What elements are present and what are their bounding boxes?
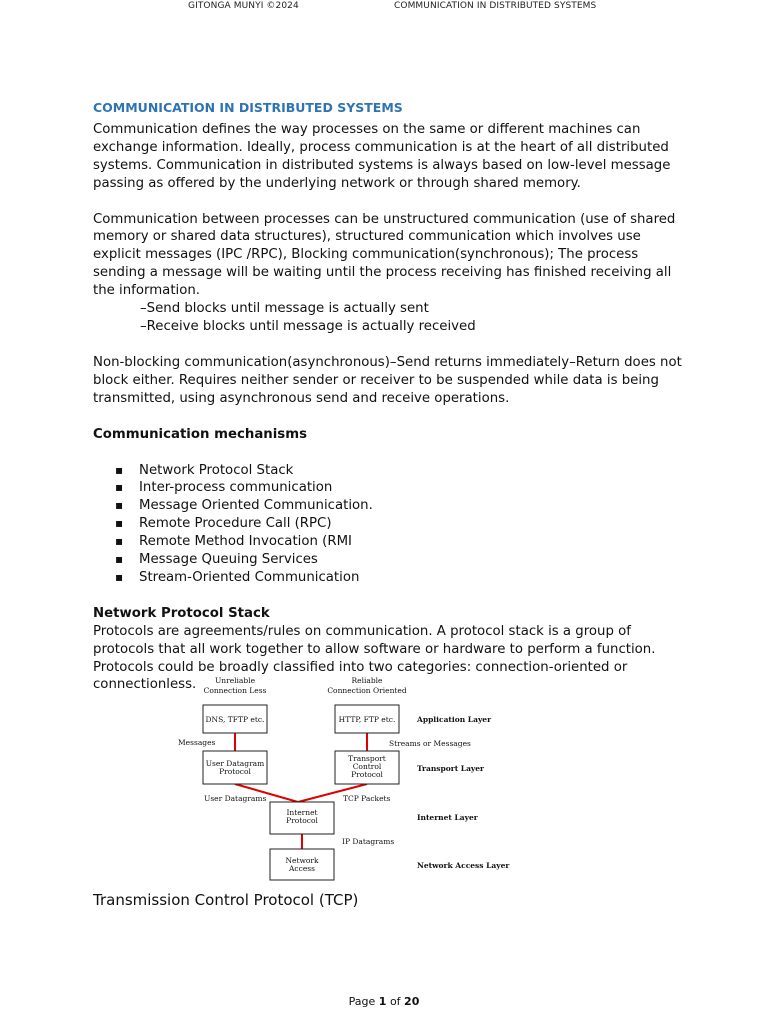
receive-blocks-line: –Receive blocks until message is actually received (140, 318, 476, 334)
layer-internet: Internet Layer (417, 813, 478, 822)
mechanisms-list (93, 462, 683, 587)
label-messages: Messages (178, 738, 216, 747)
list-item: ▪ Message Queuing Services (115, 551, 683, 569)
label-connection-oriented: Connection Oriented (327, 686, 407, 695)
box-ip-label-1: Internet (286, 808, 318, 817)
label-reliable: Reliable (351, 676, 383, 685)
label-connection-less: Connection Less (203, 686, 267, 695)
mechanisms-heading: Communication mechanisms (93, 426, 307, 442)
document-body (93, 99, 683, 694)
label-tcp-packets: TCP Packets (343, 794, 391, 803)
box-tcp-label-1: Transport (348, 754, 386, 763)
list-item: ▪ Network Protocol Stack (115, 462, 683, 480)
box-na-label-1: Network (285, 856, 319, 865)
nps-heading: Network Protocol Stack (93, 605, 270, 621)
protocol-stack-diagram (160, 672, 520, 882)
footer-page-word: Page (348, 995, 376, 1008)
box-udp-label-2: Protocol (219, 767, 251, 776)
paragraph-nonblocking: Non-blocking communication(asynchronous)–Send returns immediately–Return does not block either. Requires neither sender or receiver to be suspended while data is being transmitted, using asynchronous send and receive operations. (93, 354, 682, 406)
section-title: COMMUNICATION IN DISTRIBUTED SYSTEMS (93, 100, 403, 115)
layer-network-access: Network Access Layer (417, 861, 510, 870)
paragraph-intro: Communication defines the way processes on the same or different machines can exchange information. Ideally, process communication is at the heart of all distributed systems. Communication in distributed systems is always based on low-level message passing as offered by the underlying network or through shared memory. (93, 121, 671, 191)
tcp-heading: Transmission Control Protocol (TCP) (93, 891, 359, 909)
paragraph-structured: Communication between processes can be unstructured communication (use of shared memory or shared data structures), structured communication which involves use explicit messages (IPC /RPC), Blocking communication(synchronous); The process sending a message will be waiting until the process receiving has finished receiving all the information. (93, 211, 676, 299)
send-blocks-line: –Send blocks until message is actually sent (140, 301, 429, 317)
list-item: ▪ Stream-Oriented Communication (115, 569, 683, 587)
list-item: ▪ Message Oriented Communication. (115, 497, 683, 515)
footer-page-number: 1 (378, 995, 387, 1008)
box-dns-label: DNS, TFTP etc. (205, 715, 265, 724)
box-na-label-2: Access (289, 864, 315, 873)
list-item: ▪ Remote Method Invocation (RMI (115, 533, 683, 551)
box-tcp-label-3: Protocol (351, 770, 383, 779)
layer-transport: Transport Layer (417, 764, 485, 773)
label-user-datagrams: User Datagrams (204, 794, 267, 803)
nps-paragraph-1: Protocols are agreements/rules on communication. A protocol stack is a group of protocols that all work together to allow software or hardware to perform a function. (93, 623, 656, 657)
page-footer (0, 995, 768, 1008)
box-ip-label-2: Protocol (286, 816, 318, 825)
label-ip-datagrams: IP Datagrams (342, 837, 395, 846)
list-item: ▪ Remote Procedure Call (RPC) (115, 515, 683, 533)
footer-page-total: 20 (404, 995, 420, 1008)
header-title: COMMUNICATION IN DISTRIBUTED SYSTEMS (394, 1, 597, 11)
label-streams-messages: Streams or Messages (389, 739, 471, 748)
label-unreliable: Unreliable (214, 676, 256, 685)
list-item: ▪ Inter-process communication (115, 479, 683, 497)
footer-of-word: of (389, 995, 401, 1008)
nps-paragraph-2: Protocols could be broadly classified into two categories: connection-oriented or connectionless. (93, 659, 628, 693)
box-tcp-label-2: Control (352, 762, 382, 771)
box-http-label: HTTP, FTP etc. (338, 715, 396, 724)
layer-application: Application Layer (417, 715, 492, 724)
header-author: GITONGA MUNYI ©2024 (188, 1, 299, 11)
box-udp-label-1: User Datagram (205, 759, 265, 768)
